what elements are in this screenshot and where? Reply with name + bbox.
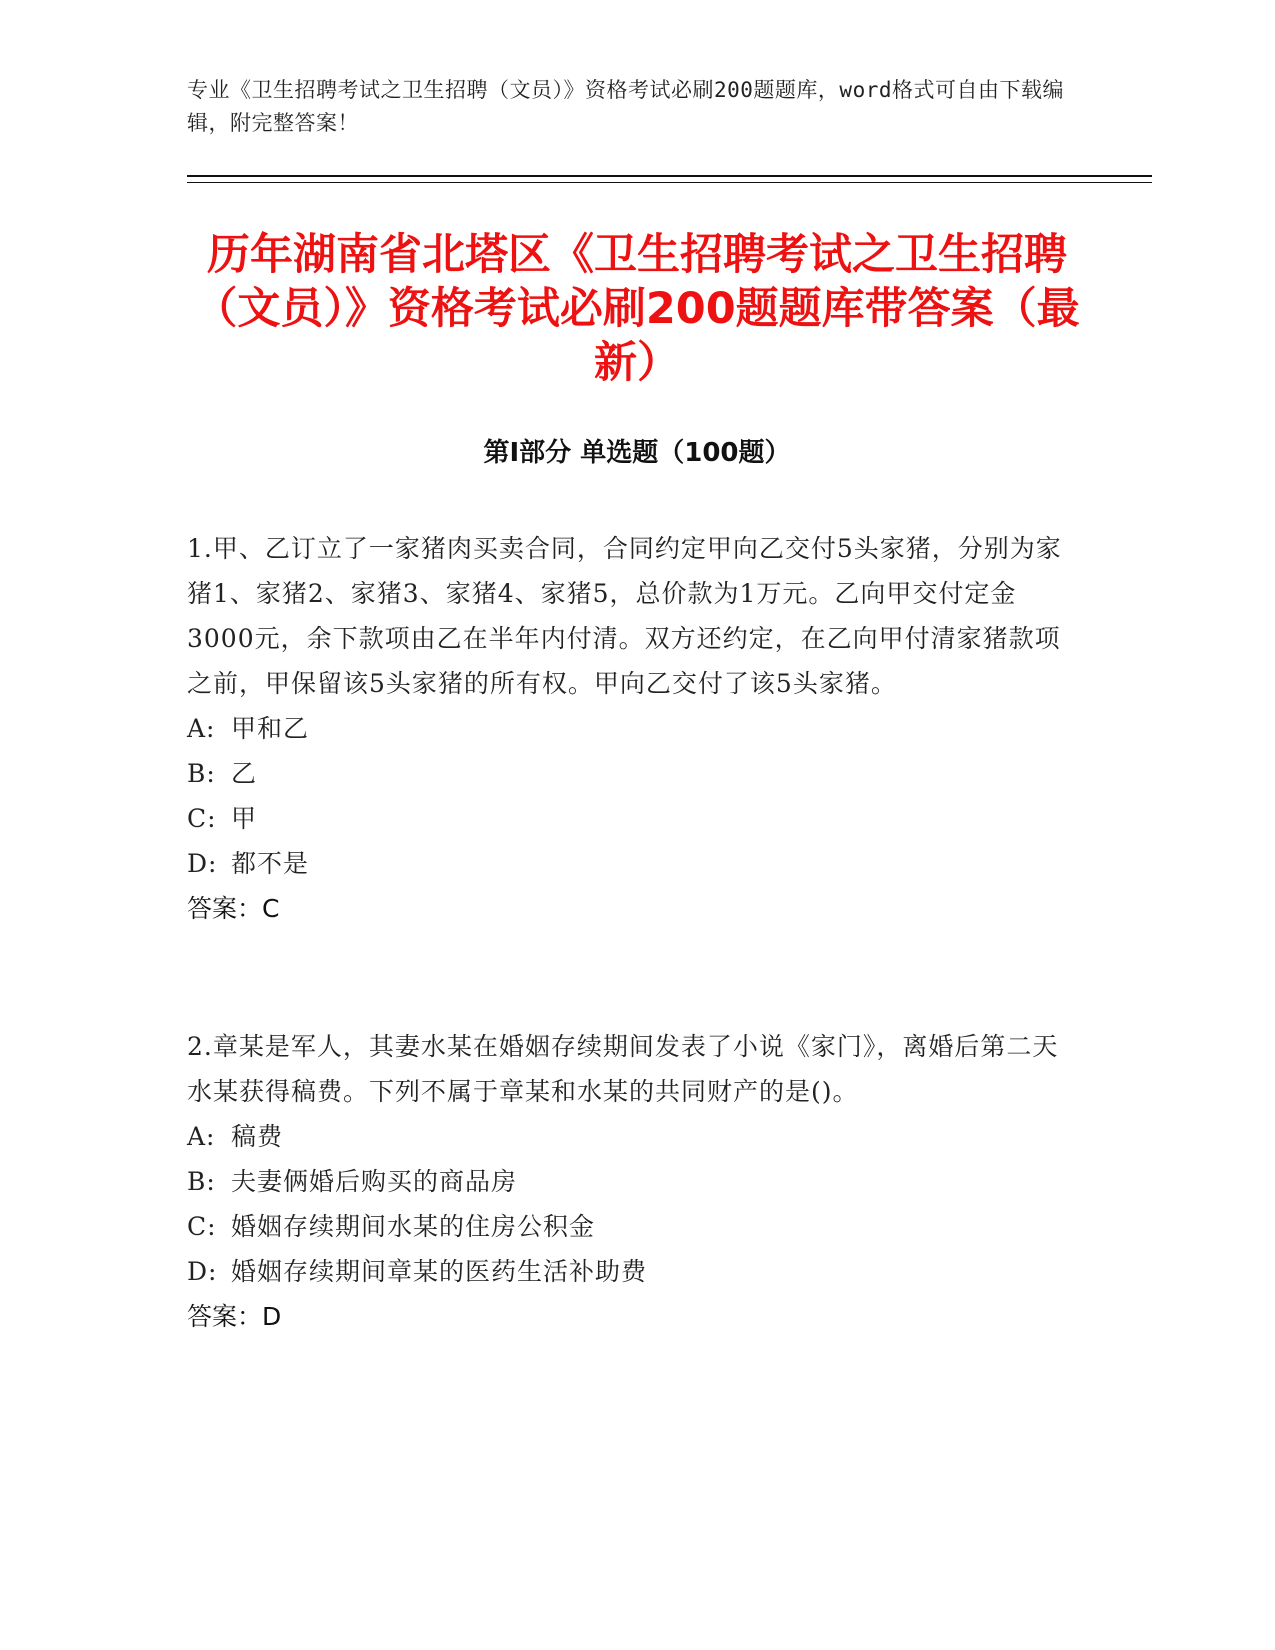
header-rule-thin	[187, 182, 1152, 183]
question-2	[187, 1024, 1077, 1339]
header-rule-thick	[187, 175, 1152, 177]
option-text: 都不是	[231, 849, 310, 878]
option-text: 婚姻存续期间水某的住房公积金	[231, 1212, 596, 1241]
option-key: A:	[187, 1122, 216, 1151]
option-a	[187, 706, 1077, 751]
option-key: D:	[187, 1257, 218, 1286]
option-text: 乙	[231, 759, 258, 788]
option-d	[187, 1249, 1077, 1294]
option-c	[187, 796, 1077, 841]
option-d	[187, 841, 1077, 886]
option-b	[187, 1159, 1077, 1204]
option-key: C:	[187, 804, 217, 833]
document-title: 历年湖南省北塔区《卫生招聘考试之卫生招聘（文员）》资格考试必刷200题题库带答案（最新）	[194, 230, 1080, 388]
option-text: 稿费	[231, 1122, 284, 1151]
question-stem: 1.甲、乙订立了一家猪肉买卖合同，合同约定甲向乙交付5头家猪，分别为家猪1、家猪2、家猪3、家猪4、家猪5，总价款为1万元。乙向甲交付定金3000元，余下款项由乙在半年内付清。双方还约定，在乙向甲付清家猪款项之前，甲保留该5头家猪的所有权。甲向乙交付了该5头家猪。	[187, 534, 1062, 698]
question-1	[187, 526, 1077, 931]
answer-line: 答案：D	[187, 1302, 282, 1331]
answer-line: 答案：C	[187, 894, 280, 923]
option-key: B:	[187, 759, 216, 788]
option-key: A:	[187, 714, 216, 743]
option-key: B:	[187, 1167, 216, 1196]
header-note: 专业《卫生招聘考试之卫生招聘（文员）》资格考试必刷200题题库，word格式可自由下载编辑，附完整答案！	[187, 78, 1064, 135]
question-stem: 2.章某是军人，其妻水某在婚姻存续期间发表了小说《家门》，离婚后第二天水某获得稿费。下列不属于章某和水某的共同财产的是()。	[187, 1032, 1059, 1106]
option-c	[187, 1204, 1077, 1249]
option-key: C:	[187, 1212, 217, 1241]
section-title: 第Ⅰ部分 单选题（100题）	[483, 438, 791, 468]
option-text: 甲和乙	[231, 714, 310, 743]
option-text: 婚姻存续期间章某的医药生活补助费	[231, 1257, 648, 1286]
option-b	[187, 751, 1077, 796]
option-a	[187, 1114, 1077, 1159]
option-key: D:	[187, 849, 218, 878]
option-text: 夫妻俩婚后购买的商品房	[231, 1167, 518, 1196]
option-text: 甲	[231, 804, 258, 833]
